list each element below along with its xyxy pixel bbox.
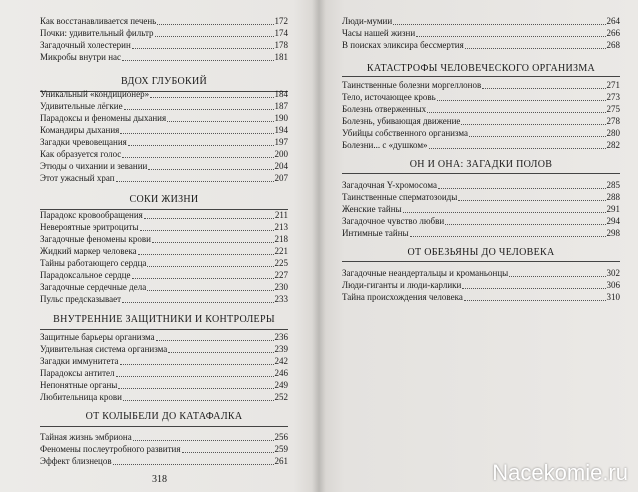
- toc-entry-title: Загадочное чувство любви: [342, 216, 445, 226]
- toc-entry: [40, 270, 288, 281]
- toc-entry: [342, 40, 620, 51]
- toc-entry: [40, 113, 288, 124]
- toc-dot-leader: [482, 88, 605, 89]
- toc-entry: [40, 294, 288, 305]
- toc-entry-title: Защитные барьеры организма: [40, 332, 155, 342]
- toc-entry-title: Загадки чревовещания: [40, 137, 127, 147]
- toc-entry-page: 271: [606, 80, 620, 90]
- toc-dot-leader: [461, 124, 605, 125]
- toc-entry-page: 256: [274, 432, 288, 442]
- toc-dot-leader: [416, 36, 605, 37]
- toc-entry: [40, 392, 288, 403]
- toc-entry-title: Этюды о чихании и зевании: [40, 161, 148, 171]
- toc-entry-title: Парадоксальное сердце: [40, 270, 131, 280]
- section-heading: ОН И ОНА: ЗАГАДКИ ПОЛОВ: [409, 159, 553, 170]
- toc-dot-leader: [156, 340, 274, 341]
- toc-entry-title: Парадоксы и феномены дыхания: [40, 113, 167, 123]
- toc-entry-page: 294: [606, 216, 620, 226]
- toc-dot-leader: [437, 100, 606, 101]
- toc-entry-page: 207: [274, 173, 288, 183]
- toc-entry: [342, 16, 620, 27]
- toc-entry-title: Интимные тайны: [342, 228, 409, 238]
- toc-entry-title: В поисках эликсира бессмертия: [342, 40, 464, 50]
- toc-entry-page: 225: [274, 258, 288, 268]
- toc-entry-title: Как восстанавливается печень: [40, 16, 157, 26]
- toc-entry-page: 306: [606, 280, 620, 290]
- toc-entry-title: Почки: удивительный фильтр: [40, 28, 154, 38]
- toc-entry: [342, 192, 620, 203]
- toc-entry-page: 266: [606, 28, 620, 38]
- toc-entry: [40, 28, 288, 39]
- toc-entry: [40, 246, 288, 257]
- toc-entry-page: 259: [274, 444, 288, 454]
- toc-entry: [342, 128, 620, 139]
- toc-entry-page: 298: [606, 228, 620, 238]
- toc-entry: [342, 28, 620, 39]
- toc-dot-leader: [429, 148, 606, 149]
- toc-entry-page: 291: [606, 204, 620, 214]
- toc-entry-page: 302: [606, 268, 620, 278]
- toc-entry-title: Таинственные болезни моргеллонов: [342, 80, 482, 90]
- toc-entry: [40, 234, 288, 245]
- toc-dot-leader: [458, 200, 605, 201]
- toc-dot-leader: [445, 224, 605, 225]
- toc-entry: [40, 210, 288, 221]
- toc-dot-leader: [465, 48, 606, 49]
- toc-dot-leader: [133, 440, 274, 441]
- toc-dot-leader: [182, 452, 274, 453]
- toc-entry-title: Часы нашей жизни: [342, 28, 416, 38]
- toc-entry: [342, 80, 620, 91]
- toc-entry: [342, 216, 620, 227]
- toc-entry: [342, 268, 620, 279]
- toc-dot-leader: [122, 302, 273, 303]
- toc-entry-page: 310: [606, 292, 620, 302]
- toc-dot-leader: [122, 60, 273, 61]
- toc-entry: [40, 432, 288, 443]
- toc-entry-page: 280: [606, 128, 620, 138]
- toc-entry-title: Болезнь отверженных: [342, 104, 427, 114]
- toc-dot-leader: [168, 352, 273, 353]
- toc-dot-leader: [167, 121, 273, 122]
- toc-dot-leader: [113, 464, 274, 465]
- toc-entry: [40, 149, 288, 160]
- toc-entry: [40, 137, 288, 148]
- toc-entry-page: 268: [606, 40, 620, 50]
- toc-entry-page: 197: [274, 137, 288, 147]
- toc-entry-page: 221: [274, 246, 288, 256]
- toc-dot-leader: [410, 236, 606, 237]
- toc-dot-leader: [155, 36, 274, 37]
- toc-entry-title: Феномены послеутробного развития: [40, 444, 181, 454]
- toc-dot-leader: [147, 290, 273, 291]
- toc-entry-title: Любительница крови: [40, 392, 122, 402]
- toc-entry-page: 211: [274, 210, 288, 220]
- toc-entry-title: Загадочные неандертальцы и кроманьонцы: [342, 268, 509, 278]
- toc-entry-page: 204: [274, 161, 288, 171]
- toc-entry-title: Женские тайны: [342, 204, 402, 214]
- section-heading: СОКИ ЖИЗНИ: [129, 194, 199, 205]
- toc-entry-title: Эффект близнецов: [40, 456, 112, 466]
- section-heading: КАТАСТРОФЫ ЧЕЛОВЕЧЕСКОГО ОРГАНИЗМА: [366, 63, 596, 74]
- section-heading: ОТ ОБЕЗЬЯНЫ ДО ЧЕЛОВЕКА: [407, 247, 555, 258]
- toc-entry: [40, 258, 288, 269]
- toc-entry: [40, 125, 288, 136]
- section-heading: ВНУТРЕННИЕ ЗАЩИТНИКИ И КОНТРОЛЕРЫ: [53, 314, 275, 325]
- toc-entry-title: Микробы внутри нас: [40, 52, 122, 62]
- page-number: 318: [152, 474, 167, 485]
- toc-dot-leader: [464, 300, 606, 301]
- toc-dot-leader: [120, 364, 274, 365]
- toc-dot-leader: [462, 288, 605, 289]
- toc-entry-title: Жидкий маркер человека: [40, 246, 137, 256]
- toc-entry-page: 242: [274, 356, 288, 366]
- toc-entry-page: 227: [274, 270, 288, 280]
- toc-dot-leader: [403, 212, 606, 213]
- toc-entry-page: 178: [274, 40, 288, 50]
- toc-entry-title: Тайна происхождения человека: [342, 292, 463, 302]
- toc-entry-title: Удивительная система организма: [40, 344, 168, 354]
- toc-dot-leader: [152, 242, 274, 243]
- toc-entry-title: Загадочные сердечные дела: [40, 282, 147, 292]
- toc-entry: [40, 101, 288, 112]
- toc-entry-title: Этот ужасный храп: [40, 173, 115, 183]
- toc-entry: [342, 92, 620, 103]
- toc-entry-title: Болезни... с «душком»: [342, 140, 428, 150]
- section-divider: [40, 426, 288, 427]
- toc-entry: [40, 456, 288, 467]
- toc-entry: [40, 380, 288, 391]
- toc-dot-leader: [157, 24, 273, 25]
- toc-dot-leader: [124, 109, 274, 110]
- toc-dot-leader: [122, 157, 273, 158]
- toc-dot-leader: [116, 376, 274, 377]
- toc-entry-title: Парадоксы антител: [40, 368, 115, 378]
- toc-entry-title: Таинственные сперматозоиды: [342, 192, 458, 202]
- section-divider: [40, 329, 288, 330]
- toc-entry-page: 172: [274, 16, 288, 26]
- toc-dot-leader: [123, 400, 274, 401]
- toc-entry-title: Загадочная Y-хромосома: [342, 180, 437, 190]
- toc-entry-page: 184: [274, 89, 288, 99]
- toc-entry: [40, 444, 288, 455]
- toc-entry-page: 233: [274, 294, 288, 304]
- toc-entry: [40, 52, 288, 63]
- section-heading: ОТ КОЛЫБЕЛИ ДО КАТАФАЛКА: [85, 411, 243, 422]
- toc-entry: [40, 40, 288, 51]
- toc-entry-page: 194: [274, 125, 288, 135]
- toc-dot-leader: [120, 133, 273, 134]
- toc-entry: [40, 344, 288, 355]
- toc-entry-page: 200: [274, 149, 288, 159]
- toc-entry-page: 174: [274, 28, 288, 38]
- toc-entry-page: 278: [606, 116, 620, 126]
- toc-entry: [40, 173, 288, 184]
- toc-entry-page: 288: [606, 192, 620, 202]
- toc-dot-leader: [148, 169, 273, 170]
- toc-dot-leader: [132, 48, 274, 49]
- toc-dot-leader: [427, 112, 605, 113]
- toc-entry-page: 275: [606, 104, 620, 114]
- toc-entry: [40, 356, 288, 367]
- toc-entry-page: 249: [274, 380, 288, 390]
- toc-entry-title: Удивительные лёгкие: [40, 101, 123, 111]
- toc-entry-title: Пульс предсказывает: [40, 294, 122, 304]
- toc-entry-page: 264: [606, 16, 620, 26]
- toc-entry-page: 190: [274, 113, 288, 123]
- section-divider: [342, 261, 620, 262]
- toc-entry: [40, 332, 288, 343]
- toc-dot-leader: [393, 24, 605, 25]
- toc-entry: [40, 89, 288, 100]
- toc-entry-page: 261: [274, 456, 288, 466]
- watermark: Nacekomie.ru: [492, 460, 628, 485]
- toc-dot-leader: [138, 254, 274, 255]
- toc-entry-title: Невероятные эритроциты: [40, 222, 139, 232]
- toc-entry-title: Загадки иммунитета: [40, 356, 119, 366]
- toc-entry-page: 181: [274, 52, 288, 62]
- toc-dot-leader: [140, 230, 274, 231]
- toc-dot-leader: [118, 388, 273, 389]
- toc-entry-page: 218: [274, 234, 288, 244]
- toc-entry-title: Непонятные органы: [40, 380, 118, 390]
- section-heading: ВДОХ ГЛУБОКИЙ: [120, 76, 208, 87]
- toc-entry-title: Люди-мумии: [342, 16, 393, 26]
- toc-entry-page: 213: [274, 222, 288, 232]
- toc-entry-page: 252: [274, 392, 288, 402]
- toc-entry-page: 282: [606, 140, 620, 150]
- toc-dot-leader: [116, 181, 274, 182]
- toc-entry-title: Болезнь, убивающая движение: [342, 116, 461, 126]
- toc-entry: [342, 204, 620, 215]
- toc-dot-leader: [132, 278, 274, 279]
- toc-entry: [342, 228, 620, 239]
- toc-entry: [40, 282, 288, 293]
- toc-entry-title: Загадочный холестерин: [40, 40, 131, 50]
- toc-entry: [342, 116, 620, 127]
- section-divider: [342, 76, 620, 77]
- toc-entry-title: Люди-гиганты и люди-карлики: [342, 280, 462, 290]
- toc-dot-leader: [469, 136, 605, 137]
- toc-entry-page: 230: [274, 282, 288, 292]
- toc-entry: [40, 16, 288, 27]
- toc-dot-leader: [147, 266, 273, 267]
- toc-dot-leader: [150, 97, 273, 98]
- toc-entry-title: Тело, источающее кровь: [342, 92, 436, 102]
- toc-dot-leader: [144, 218, 274, 219]
- toc-entry-title: Как образуется голос: [40, 149, 122, 159]
- toc-entry: [40, 161, 288, 172]
- toc-entry-page: 285: [606, 180, 620, 190]
- toc-entry: [40, 222, 288, 233]
- toc-entry-page: 246: [274, 368, 288, 378]
- toc-entry-page: 273: [606, 92, 620, 102]
- toc-entry: [342, 292, 620, 303]
- toc-entry: [342, 180, 620, 191]
- toc-dot-leader: [128, 145, 274, 146]
- toc-entry-title: Тайны работающего сердца: [40, 258, 147, 268]
- toc-entry: [342, 104, 620, 115]
- toc-entry-page: 236: [274, 332, 288, 342]
- toc-entry-title: Парадокс кровообращения: [40, 210, 143, 220]
- toc-dot-leader: [509, 276, 605, 277]
- toc-entry: [342, 140, 620, 151]
- toc-entry-title: Командиры дыхания: [40, 125, 120, 135]
- toc-entry: [342, 280, 620, 291]
- toc-entry-title: Тайная жизнь эмбриона: [40, 432, 132, 442]
- toc-entry-title: Загадочные феномены крови: [40, 234, 151, 244]
- toc-entry: [40, 368, 288, 379]
- toc-dot-leader: [438, 188, 606, 189]
- book-gutter: [312, 0, 326, 492]
- toc-entry-title: Убийцы собственного организма: [342, 128, 469, 138]
- toc-entry-title: Уникальный «кондиционер»: [40, 89, 150, 99]
- section-divider: [342, 173, 620, 174]
- toc-entry-page: 239: [274, 344, 288, 354]
- toc-entry-page: 187: [274, 101, 288, 111]
